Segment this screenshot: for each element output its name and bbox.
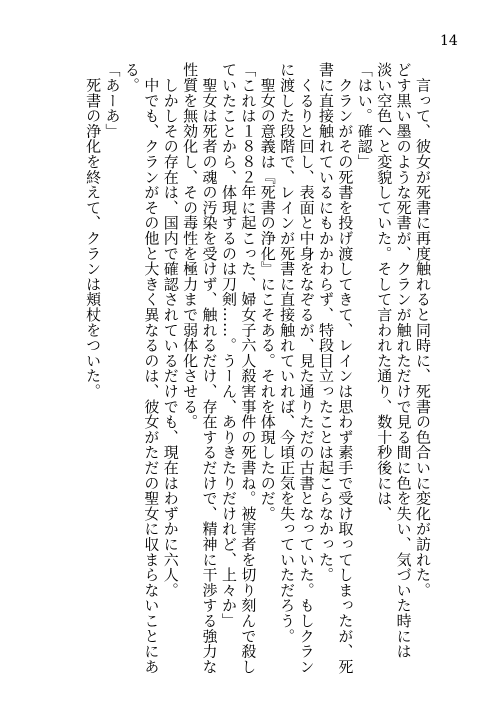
text-line: 中でも、クランがその他と大きく異なるのは、彼女がただの聖女に収まらないことにあ xyxy=(142,62,161,674)
text-line: 死書の浄化を終えて、クランは頬杖をついた。 xyxy=(84,62,103,399)
text-line: 言って、彼女が死書に再度触れると同時に、死書の色合いに変化が訪れた。 xyxy=(414,62,432,598)
text-line: どす黒い墨のような死書が、クランが触れただけで見る間に色を失い、気づいた時には xyxy=(394,62,413,659)
text-line: 「これは１８８２年に起こった、婦女子六人殺害事件の死書ね。被害者を切り刻んで殺し xyxy=(239,62,258,674)
text-line: ていたことから、体現するのは刀剣……。うーん、ありきたりだけれど、上々か」 xyxy=(219,62,238,629)
text-line: 書に直接触れているにもかかわらず、特段目立ったことは起こらなかった。 xyxy=(316,62,335,583)
text-line: 「あーあ」 xyxy=(103,62,122,139)
text-line: 性質を無効化し、その毒性を極力まで弱体化させる。 xyxy=(181,62,200,430)
text-line: クランがその死書を投げ渡してきて、レインは思わず素手で受け取ってしまったが、死 xyxy=(336,62,355,674)
text-line: くるりと回し、表面と中身をなぞるが、見た通りただの古書となっていた。もしクラン xyxy=(297,62,316,674)
text-line: 聖女は死者の魂の汚染を受けず、触れるだけ、存在するだけで、精神に干渉する強力な xyxy=(200,62,219,674)
text-line: る。 xyxy=(122,62,141,93)
vertical-text-block xyxy=(83,62,432,674)
text-line: しかしその存在は、国内で確認されているだけでも、現在はわずかに六人。 xyxy=(161,62,180,598)
page-number: 14 xyxy=(440,33,458,49)
text-line: 「はい。確認」 xyxy=(355,62,374,170)
text-line: 聖女の意義は『死書の浄化』にこそある。それを体現したのだ。 xyxy=(258,62,277,521)
text-line: 淡い空色へと変貌していた。そして言われた通り、数十秒後には、 xyxy=(375,62,394,521)
text-line: に渡した段階で、レインが死書に直接触れていれば、今頃正気を失っていただろう。 xyxy=(278,62,297,644)
